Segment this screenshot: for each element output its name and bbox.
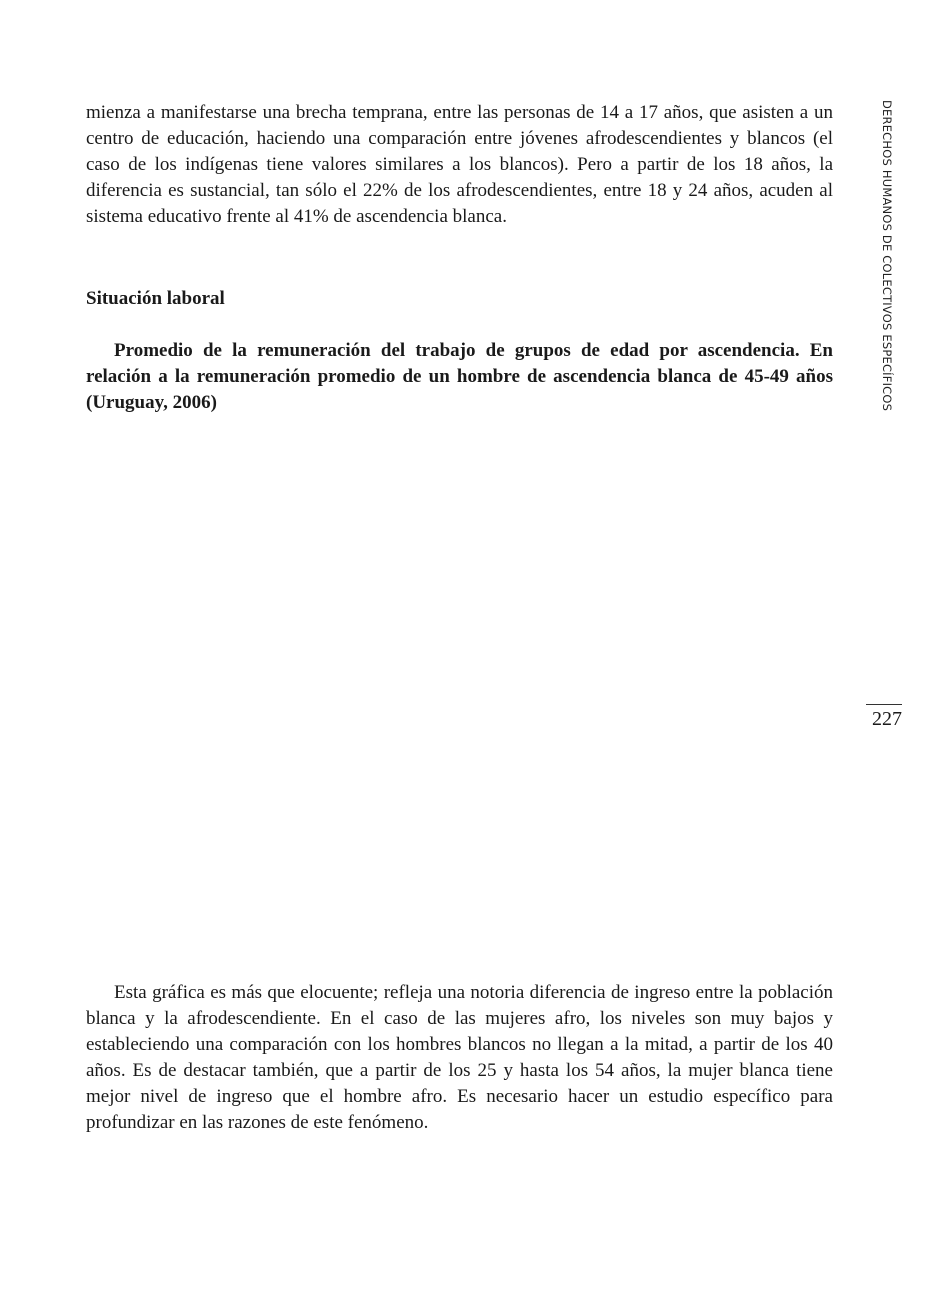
figure-caption: Promedio de la remuneración del trabajo de grupos de edad por ascendencia. En relación a la remuneración promedio de un hombre de ascendencia blanca de 45-49 años (Uruguay, 2006) xyxy=(86,340,833,413)
page-number: 227 xyxy=(872,708,902,730)
figure-area xyxy=(86,430,833,960)
section-heading: Situación laboral xyxy=(86,288,225,309)
body-paragraph-income: Esta gráfica es más que elocuente; refleja una notoria diferencia de ingreso entre la población blanca y la afrodescendiente. En el caso de las mujeres afro, los niveles son muy bajos y estableciendo una comparación con los hombres blancos no llegan a la mitad, a partir de los 40 años. Es de destacar también, que a partir de los 25 y hasta los 54 años, la mujer blanca tiene mejor nivel de ingreso que el hombre afro. Es necesario hacer un estudio específico para profundizar en las razones de este fenómeno. xyxy=(86,982,833,1133)
body-paragraph-education: mienza a manifestarse una brecha temprana, entre las personas de 14 a 17 años, que asisten a un centro de educación, haciendo una comparación entre jóvenes afrodescendientes y blancos (el caso de los indígenas tiene valores similares a los blancos). Pero a partir de los 18 años, la diferencia es sustancial, tan sólo el 22% de los afrodescendientes, entre 18 y 24 años, acuden al sistema educativo frente al 41% de ascendencia blanca. xyxy=(86,102,833,227)
running-head: DERECHOS HUMANOS DE COLECTIVOS ESPECÍFICOS xyxy=(880,100,894,412)
page-number-rule xyxy=(866,704,902,705)
